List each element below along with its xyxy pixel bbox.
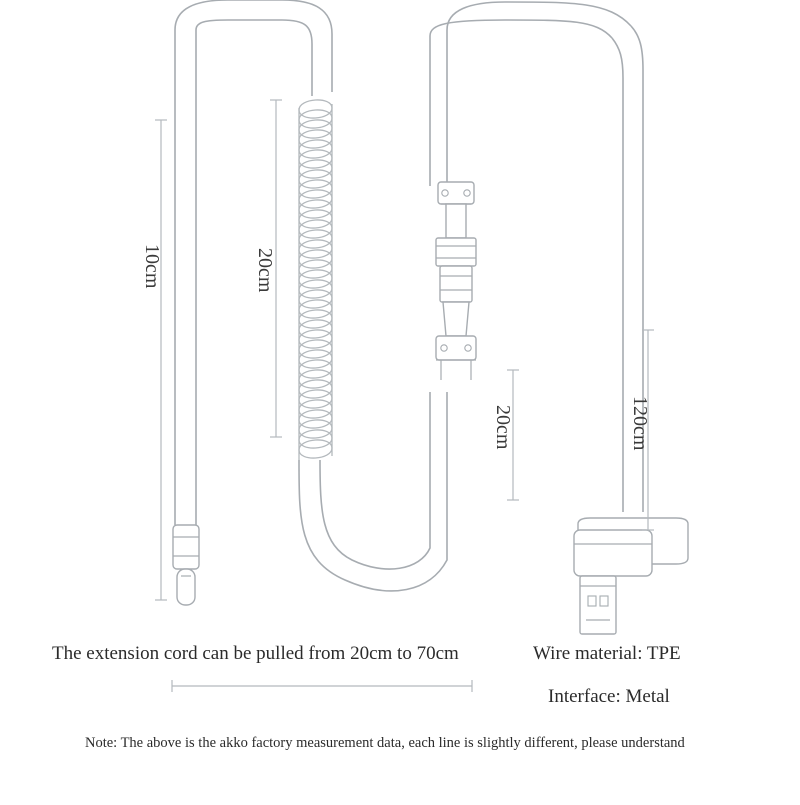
dimension-label-10cm: 10cm [141,244,163,289]
caption-pull-range: The extension cord can be pulled from 20cm to 70cm [52,643,459,664]
caption-note: Note: The above is the akko factory measurement data, each line is slightly different, please understand [85,735,685,751]
dimension-label-20cm-middle: 20cm [492,405,514,450]
bottom-loop [299,392,447,591]
usb-c-connector [173,525,199,605]
aviator-connector [436,182,476,380]
usb-a-connector [574,518,688,634]
caption-wire-material: Wire material: TPE [533,643,681,664]
caption-interface: Interface: Metal [548,686,670,707]
coiled-cable-section [299,100,332,460]
dimension-lines [155,100,654,692]
dimension-label-20cm-coil: 20cm [254,248,276,293]
dimension-label-120cm: 120cm [629,396,651,451]
